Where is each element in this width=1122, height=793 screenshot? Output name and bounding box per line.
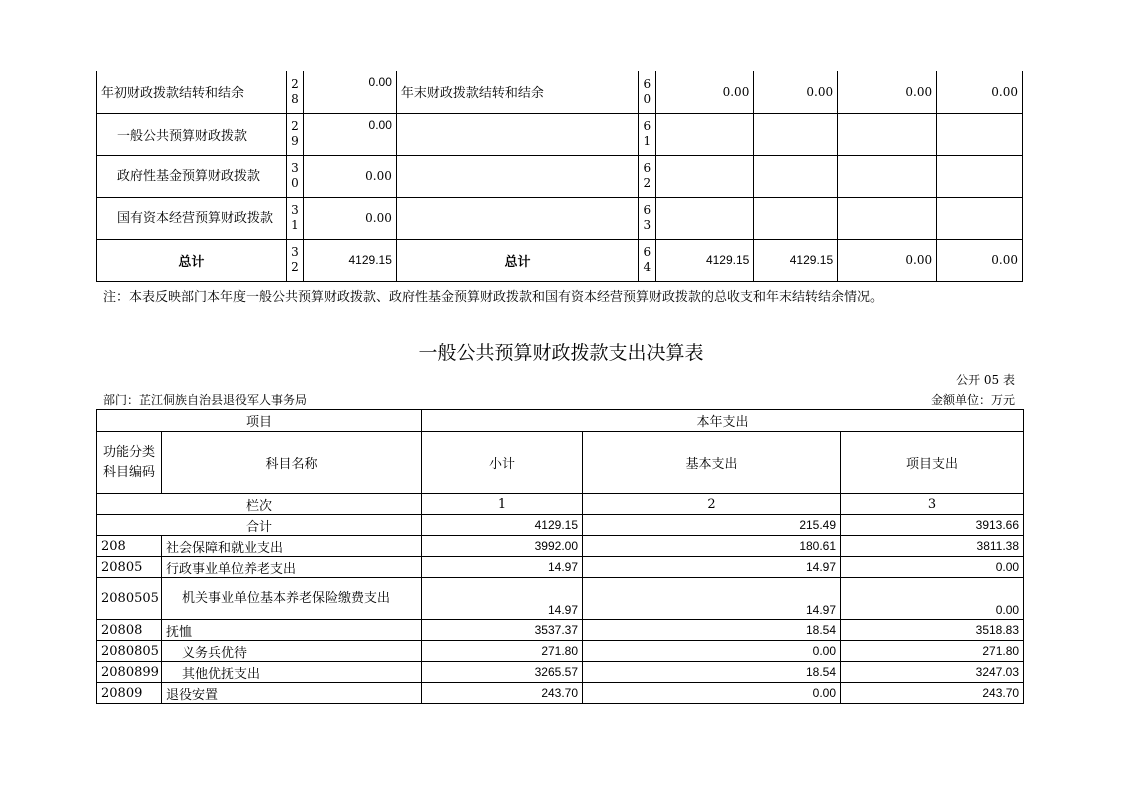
value-cell: 0.00 <box>838 239 937 281</box>
left-value: 0.00 <box>304 155 397 197</box>
department-label: 部门：芷江侗族自治县退役军人事务局 <box>103 393 308 407</box>
subtotal-cell: 14.97 <box>422 578 583 620</box>
code-cell: 2080899 <box>97 662 162 683</box>
table-row <box>97 641 1024 662</box>
row-label: 栏次 <box>97 494 422 515</box>
header-subject: 科目名称 <box>162 432 422 494</box>
left-index: 3 0 <box>286 155 303 197</box>
left-index: 2 9 <box>286 113 303 155</box>
value-cell: 0.00 <box>838 71 937 113</box>
left-label: 一般公共预算财政拨款 <box>97 113 287 155</box>
subtotal-cell: 271.80 <box>422 641 583 662</box>
project-cell: 271.80 <box>841 641 1024 662</box>
project-cell: 0.00 <box>841 578 1024 620</box>
total-project: 3913.66 <box>841 515 1024 536</box>
form-number: 公开 05 表 <box>956 373 1015 387</box>
table-row <box>97 578 1024 620</box>
column-index-row <box>97 494 1024 515</box>
subtotal-cell: 3265.57 <box>422 662 583 683</box>
basic-cell: 14.97 <box>583 557 841 578</box>
project-cell: 3811.38 <box>841 536 1024 557</box>
right-label <box>396 155 638 197</box>
right-total-label: 总计 <box>396 239 638 281</box>
left-index: 2 8 <box>286 71 303 113</box>
code-cell: 208 <box>97 536 162 557</box>
code-cell: 20808 <box>97 620 162 641</box>
total-basic: 215.49 <box>583 515 841 536</box>
left-label: 年初财政拨款结转和结余 <box>97 71 287 113</box>
header-basic: 基本支出 <box>583 432 841 494</box>
value-cell: 0.00 <box>937 71 1023 113</box>
header-project: 项目支出 <box>841 432 1024 494</box>
left-label: 国有资本经营预算财政拨款 <box>97 197 287 239</box>
value-cell: 0.00 <box>937 239 1023 281</box>
table-row <box>97 662 1024 683</box>
col-index: 1 <box>422 494 583 515</box>
project-cell: 0.00 <box>841 557 1024 578</box>
header-subtotal: 小计 <box>422 432 583 494</box>
left-value: 0.00 <box>304 113 397 155</box>
table-row <box>97 620 1024 641</box>
total-row <box>97 515 1024 536</box>
left-total-label: 总计 <box>97 239 287 281</box>
right-index: 6 1 <box>639 113 656 155</box>
col-index: 2 <box>583 494 841 515</box>
name-cell: 其他优抚支出 <box>162 662 422 683</box>
page-title: 一般公共预算财政拨款支出决算表 <box>418 342 704 364</box>
right-index: 6 0 <box>639 71 656 113</box>
expenditure-table <box>96 409 1024 704</box>
value-cell: 0.00 <box>656 71 754 113</box>
name-cell: 社会保障和就业支出 <box>162 536 422 557</box>
left-index: 3 2 <box>286 239 303 281</box>
value-cell <box>937 197 1023 239</box>
unit-label: 金额单位：万元 <box>930 393 1015 407</box>
left-total-value: 4129.15 <box>304 239 397 281</box>
left-index: 3 1 <box>286 197 303 239</box>
basic-cell: 0.00 <box>583 683 841 704</box>
code-cell: 2080505 <box>97 578 162 620</box>
subtotal-cell: 3537.37 <box>422 620 583 641</box>
value-cell <box>838 113 937 155</box>
name-cell: 行政事业单位养老支出 <box>162 557 422 578</box>
code-cell: 20809 <box>97 683 162 704</box>
subtotal-cell: 3992.00 <box>422 536 583 557</box>
value-cell <box>937 113 1023 155</box>
subtotal-cell: 14.97 <box>422 557 583 578</box>
basic-cell: 14.97 <box>583 578 841 620</box>
table-row <box>97 557 1024 578</box>
value-cell <box>754 155 838 197</box>
total-label: 合计 <box>97 515 422 536</box>
header-row <box>97 410 1024 432</box>
table-row <box>97 71 1023 113</box>
left-value: 0.00 <box>304 71 397 113</box>
value-cell <box>656 197 754 239</box>
table-note: 注：本表反映部门本年度一般公共预算财政拨款、政府性基金预算财政拨款和国有资本经营预算财政拨款的总收支和年末结转结余情况。 <box>103 290 884 305</box>
value-cell <box>838 155 937 197</box>
right-index: 6 4 <box>639 239 656 281</box>
project-cell: 3518.83 <box>841 620 1024 641</box>
left-value: 0.00 <box>304 197 397 239</box>
code-cell: 20805 <box>97 557 162 578</box>
col-index: 3 <box>841 494 1024 515</box>
right-index: 6 2 <box>639 155 656 197</box>
total-row <box>97 239 1023 281</box>
table-row <box>97 197 1023 239</box>
name-cell: 义务兵优待 <box>162 641 422 662</box>
table-row <box>97 155 1023 197</box>
name-cell: 抚恤 <box>162 620 422 641</box>
basic-cell: 18.54 <box>583 620 841 641</box>
value-cell <box>754 197 838 239</box>
value-cell <box>656 155 754 197</box>
table-row <box>97 113 1023 155</box>
right-label <box>396 113 638 155</box>
project-cell: 3247.03 <box>841 662 1024 683</box>
value-cell: 4129.15 <box>656 239 754 281</box>
value-cell: 4129.15 <box>754 239 838 281</box>
value-cell <box>754 113 838 155</box>
basic-cell: 18.54 <box>583 662 841 683</box>
value-cell: 0.00 <box>754 71 838 113</box>
income-expense-summary-table <box>96 71 1023 282</box>
table-row <box>97 683 1024 704</box>
header-item: 项目 <box>97 410 422 432</box>
project-cell: 243.70 <box>841 683 1024 704</box>
value-cell <box>937 155 1023 197</box>
basic-cell: 0.00 <box>583 641 841 662</box>
header-code: 功能分类科目编码 <box>97 432 162 494</box>
right-label <box>396 197 638 239</box>
value-cell <box>838 197 937 239</box>
subtotal-cell: 243.70 <box>422 683 583 704</box>
name-cell: 退役安置 <box>162 683 422 704</box>
header-row <box>97 432 1024 494</box>
header-current-year: 本年支出 <box>422 410 1024 432</box>
name-cell: 机关事业单位基本养老保险缴费支出 <box>162 578 422 620</box>
basic-cell: 180.61 <box>583 536 841 557</box>
total-subtotal: 4129.15 <box>422 515 583 536</box>
table-row <box>97 536 1024 557</box>
right-index: 6 3 <box>639 197 656 239</box>
left-label: 政府性基金预算财政拨款 <box>97 155 287 197</box>
value-cell <box>656 113 754 155</box>
right-label: 年末财政拨款结转和结余 <box>396 71 638 113</box>
code-cell: 2080805 <box>97 641 162 662</box>
